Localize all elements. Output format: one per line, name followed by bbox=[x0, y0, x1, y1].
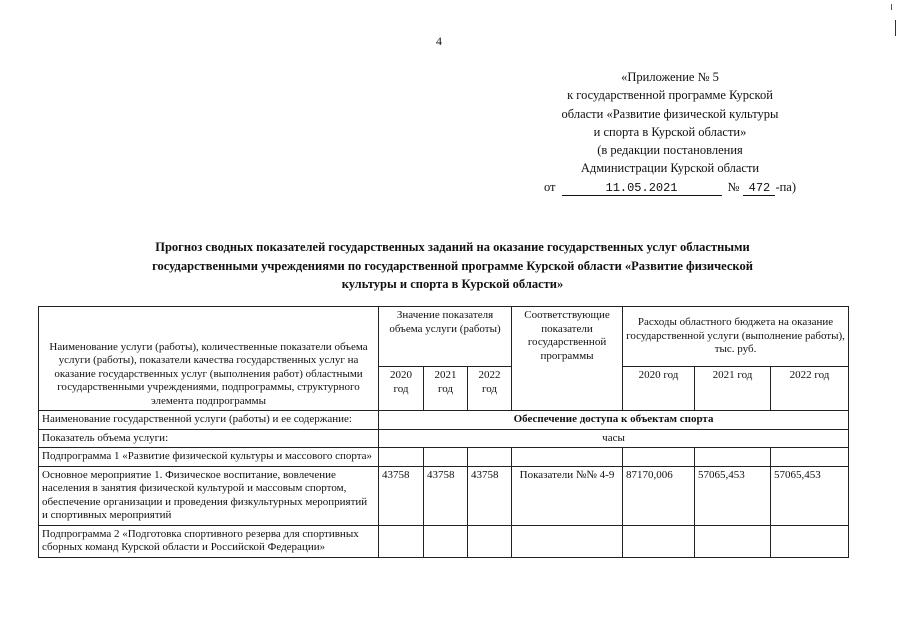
header-name-column: Наименование услуги (работы), количественные показатели объема услуги (работы), показатели качества государственных услуг на оказание государственных услуг (выполнения работ) областными государственными учреждениями, подпрограммы, структурного элемента подпрограммы bbox=[39, 307, 379, 411]
main-event-row: Основное мероприятие 1. Физическое воспитание, вовлечение населения в занятия физической культурой и массовым спортом, обеспечение организации и проведения физкультурных мероприятий и спортивных мероприятий bbox=[39, 466, 379, 525]
header-expenses-group: Расходы областного бюджета на оказание государственной услуги (выполнение работы), тыс. руб. bbox=[623, 307, 849, 367]
expense-2020-value: 87170,006 bbox=[623, 466, 695, 525]
service-name-value: Обеспечение доступа к объектам спорта bbox=[379, 411, 849, 430]
order-line bbox=[520, 178, 820, 196]
header-indicators-column: Соответствующие показатели государственной программы bbox=[512, 307, 623, 411]
empty-cell bbox=[468, 525, 512, 557]
program-indicators-value: Показатели №№ 4-9 bbox=[512, 466, 623, 525]
service-name-label: Наименование государственной услуги (работы) и ее содержание: bbox=[39, 411, 379, 430]
appendix-line: к государственной программе Курской bbox=[567, 88, 773, 103]
expense-2022-value: 57065,453 bbox=[771, 466, 849, 525]
empty-cell bbox=[695, 448, 771, 467]
from-label: от bbox=[543, 179, 556, 194]
header-expense-year: 2022 год bbox=[771, 367, 849, 411]
forecast-table bbox=[38, 306, 849, 558]
empty-cell bbox=[424, 525, 468, 557]
scan-edge-mark-top bbox=[891, 4, 892, 10]
order-date: 11.05.2021 bbox=[562, 181, 722, 196]
appendix-block bbox=[520, 68, 820, 196]
empty-cell bbox=[512, 525, 623, 557]
volume-2020-value: 43758 bbox=[379, 466, 424, 525]
title-line: Прогноз сводных показателей государственных заданий на оказание государственных услуг областными bbox=[155, 240, 750, 254]
empty-cell bbox=[512, 448, 623, 467]
empty-cell bbox=[424, 448, 468, 467]
empty-cell bbox=[379, 448, 424, 467]
empty-cell bbox=[379, 525, 424, 557]
expense-2021-value: 57065,453 bbox=[695, 466, 771, 525]
scan-edge-mark bbox=[895, 20, 896, 36]
header-volume-group: Значение показателя объема услуги (работы) bbox=[379, 307, 512, 367]
header-volume-year: 2022 год bbox=[468, 367, 512, 411]
title-line: государственными учреждениями по государственной программе Курской области «Развитие физической bbox=[152, 258, 753, 273]
volume-indicator-label: Показатель объема услуги: bbox=[39, 429, 379, 448]
order-number: 472 bbox=[743, 181, 775, 196]
volume-indicator-value: часы bbox=[379, 429, 849, 448]
empty-cell bbox=[623, 448, 695, 467]
appendix-line: «Приложение № 5 bbox=[621, 70, 719, 84]
volume-2022-value: 43758 bbox=[468, 466, 512, 525]
header-volume-year: 2020 год bbox=[379, 367, 424, 411]
subprogram-2-row: Подпрограмма 2 «Подготовка спортивного резерва для спортивных сборных команд Курской области и Российской Федерации» bbox=[39, 525, 379, 557]
volume-2021-value: 43758 bbox=[424, 466, 468, 525]
empty-cell bbox=[468, 448, 512, 467]
document-title bbox=[60, 238, 845, 294]
empty-cell bbox=[771, 525, 849, 557]
empty-cell bbox=[623, 525, 695, 557]
appendix-line: Администрации Курской области bbox=[580, 161, 760, 176]
empty-cell bbox=[695, 525, 771, 557]
header-expense-year: 2021 год bbox=[695, 367, 771, 411]
number-label: № bbox=[727, 179, 740, 194]
order-suffix: -па) bbox=[775, 179, 797, 194]
title-line: культуры и спорта в Курской области» bbox=[341, 277, 564, 291]
empty-cell bbox=[771, 448, 849, 467]
header-expense-year: 2020 год bbox=[623, 367, 695, 411]
appendix-line: (в редакции постановления bbox=[597, 143, 743, 158]
subprogram-1-row: Подпрограмма 1 «Развитие физической культуры и массового спорта» bbox=[39, 448, 379, 467]
appendix-line: области «Развитие физической культуры bbox=[561, 106, 779, 121]
header-volume-year: 2021 год bbox=[424, 367, 468, 411]
page-number: 4 bbox=[436, 34, 442, 48]
appendix-line: и спорта в Курской области» bbox=[593, 124, 747, 139]
